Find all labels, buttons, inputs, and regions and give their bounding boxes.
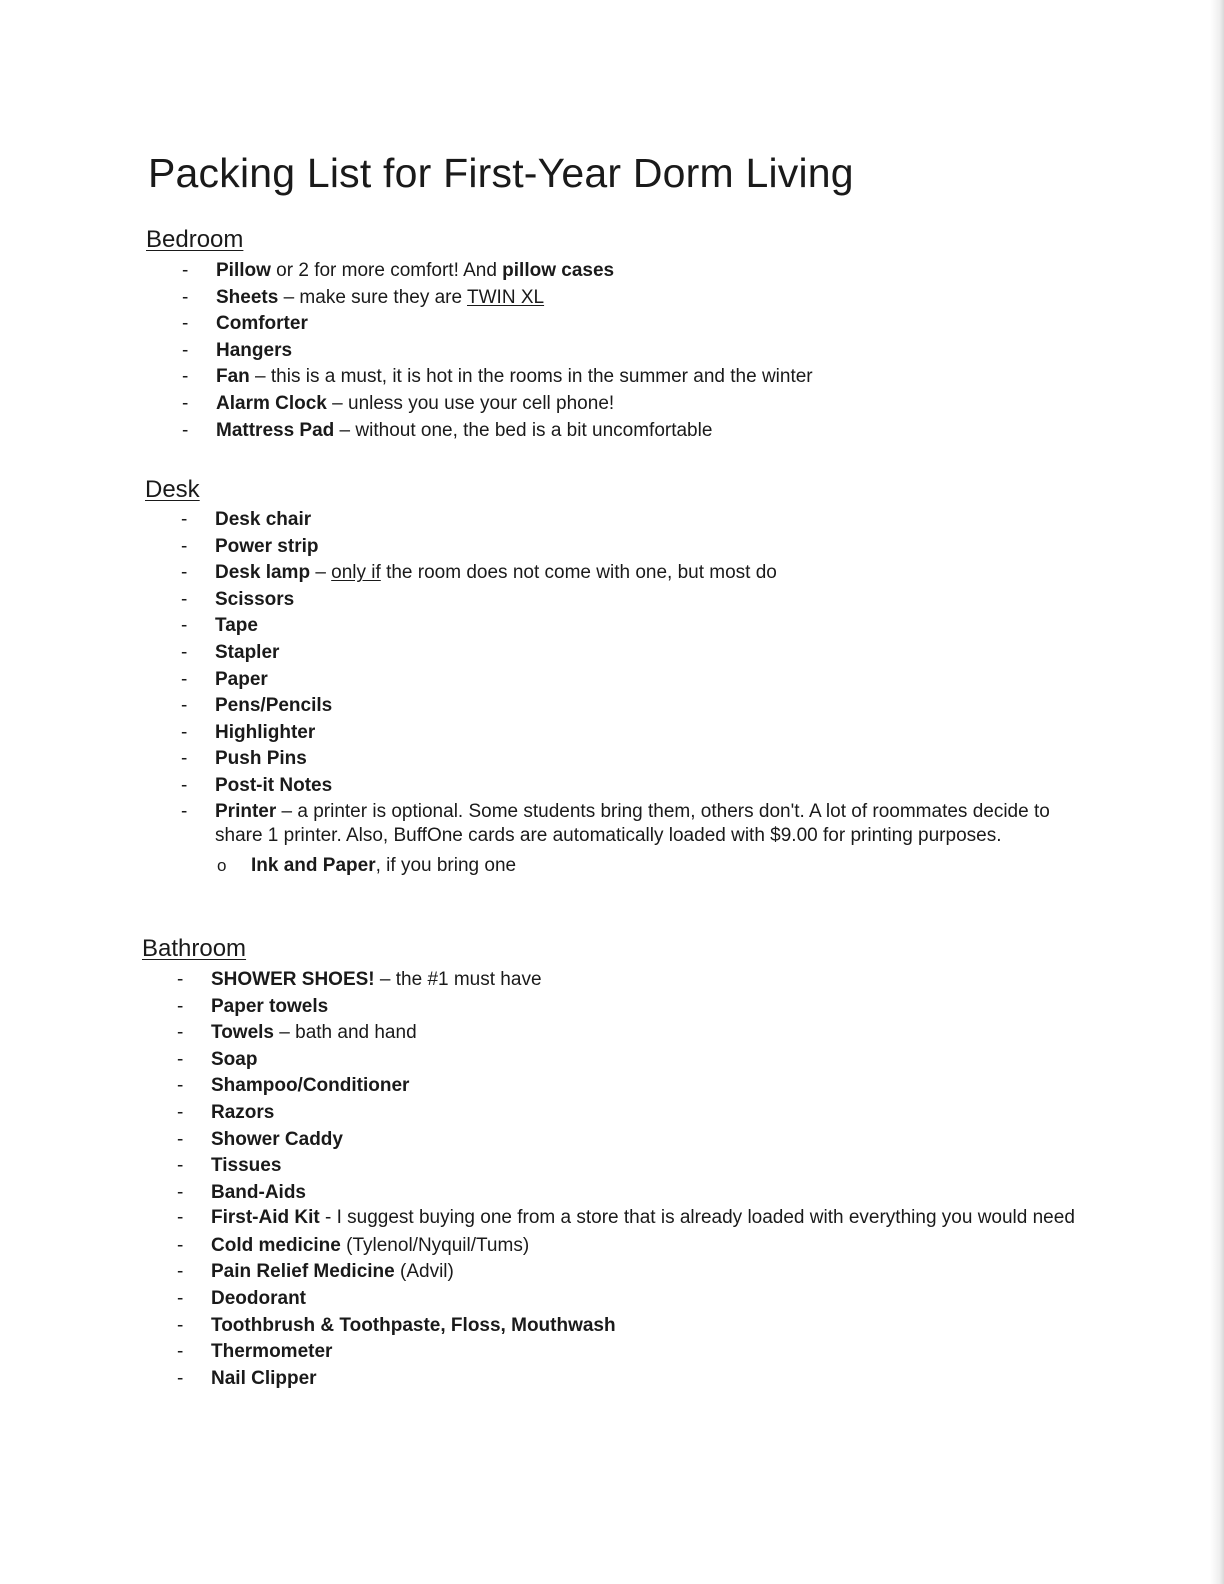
list-item [181, 746, 1051, 773]
item-name: Pens/Pencils [215, 695, 333, 717]
list-item [177, 1153, 1077, 1180]
dash-bullet: - [177, 1128, 184, 1150]
section-heading-bedroom: Bedroom [146, 226, 244, 253]
list-item [177, 1339, 1077, 1366]
item-note: or 2 for more comfort! And [270, 260, 503, 281]
item-name: Thermometer [211, 1341, 333, 1363]
item-name: Nail Clipper [211, 1367, 317, 1389]
item-name: Soap [211, 1048, 258, 1070]
dash-bullet: - [177, 1288, 184, 1310]
page-edge-shadow [1210, 0, 1224, 1584]
item-name: pillow cases [502, 260, 615, 281]
item-note: – the #1 must have [374, 969, 542, 990]
list-item [177, 1366, 1077, 1393]
item-name: Razors [211, 1101, 275, 1123]
sub-list-item [181, 853, 1051, 880]
item-note: (Advil) [394, 1261, 454, 1283]
dash-bullet: - [181, 721, 188, 743]
item-name: Pain Relief Medicine [211, 1261, 395, 1283]
dash-bullet: - [177, 1075, 184, 1097]
dash-bullet: - [177, 1048, 184, 1070]
list-item [177, 1206, 1077, 1233]
item-note: , if you bring one [375, 854, 517, 876]
item-name: SHOWER SHOES! [211, 969, 375, 990]
list-item [181, 613, 1051, 640]
list-item [181, 720, 1051, 747]
dash-bullet: - [181, 774, 188, 796]
dash-bullet: - [182, 313, 189, 335]
list-item [177, 1127, 1077, 1154]
list-item [177, 994, 1077, 1021]
item-name: Scissors [215, 588, 295, 610]
list-item [181, 667, 1051, 694]
item-emphasis: only if [331, 562, 381, 584]
list-item [182, 364, 1082, 391]
item-note: – without one, the bed is a bit uncomfortable [334, 419, 713, 441]
dash-bullet: - [177, 1341, 184, 1363]
item-name: Mattress Pad [216, 419, 335, 441]
list-item [182, 285, 1082, 312]
section-heading-bathroom: Bathroom [142, 935, 247, 962]
list-item [177, 1020, 1077, 1047]
item-name: Highlighter [215, 721, 316, 743]
item-note: – bath and hand [274, 1022, 417, 1044]
dash-bullet: - [177, 1367, 184, 1389]
dash-bullet: - [177, 1234, 184, 1256]
item-name: First-Aid Kit [211, 1207, 320, 1229]
dash-bullet: - [181, 509, 188, 530]
section-heading-desk: Desk [145, 476, 200, 503]
dash-bullet: - [181, 641, 188, 663]
dash-bullet: - [181, 588, 188, 610]
dash-bullet: - [177, 1314, 184, 1336]
item-emphasis: TWIN XL [467, 286, 545, 308]
item-note: – [310, 562, 332, 584]
desk-list [181, 507, 1051, 879]
item-name: Stapler [215, 641, 280, 663]
dash-bullet: - [177, 1101, 184, 1123]
list-item [177, 967, 1077, 994]
item-note: (Tylenol/Nyquil/Tums) [340, 1234, 530, 1256]
dash-bullet: - [181, 695, 188, 717]
item-name: Band-Aids [211, 1181, 306, 1203]
list-item [177, 1073, 1077, 1100]
list-item [177, 1180, 1077, 1207]
dash-bullet: - [177, 995, 184, 1017]
item-name: Shower Caddy [211, 1128, 343, 1150]
item-note: – a printer is optional. Some students bring them, others don't. A lot of roommates decide to share 1 printer. Also, BuffOne cards are automatically loaded with $9.00 for printing purposes. [215, 800, 1050, 847]
dash-bullet: - [177, 969, 184, 990]
item-name: Sheets [216, 286, 279, 308]
item-note: - I suggest buying one from a store that is already loaded with everything you would need [319, 1207, 1075, 1229]
dash-bullet: - [177, 1022, 184, 1044]
item-name: Towels [211, 1022, 274, 1044]
list-item [181, 800, 1051, 851]
list-item [182, 258, 1082, 285]
list-item [181, 773, 1051, 800]
item-note: the room does not come with one, but most do [380, 562, 777, 584]
item-note: – make sure they are [278, 286, 468, 308]
list-item [181, 693, 1051, 720]
item-name: Desk chair [215, 509, 312, 530]
item-name: Deodorant [211, 1288, 306, 1310]
item-name: Tape [215, 615, 258, 637]
bathroom-list [177, 967, 1077, 1392]
list-item [181, 587, 1051, 614]
dash-bullet: - [177, 1261, 184, 1283]
item-name: Paper towels [211, 995, 329, 1017]
list-item [182, 418, 1082, 445]
list-item [182, 391, 1082, 418]
dash-bullet: - [181, 615, 188, 637]
item-name: Comforter [216, 313, 308, 335]
list-item [181, 534, 1051, 561]
list-item [181, 507, 1051, 534]
dash-bullet: - [177, 1181, 184, 1203]
list-item [177, 1286, 1077, 1313]
item-name: Fan [216, 366, 250, 388]
dash-bullet: - [182, 286, 189, 308]
item-name: Pillow [216, 260, 271, 281]
dash-bullet: - [177, 1155, 184, 1177]
item-name: Push Pins [215, 748, 307, 770]
dash-bullet: - [181, 748, 188, 770]
list-item [181, 560, 1051, 587]
dash-bullet: - [182, 392, 189, 414]
list-item [177, 1313, 1077, 1340]
dash-bullet: - [181, 535, 188, 557]
dash-bullet: - [182, 260, 189, 281]
item-name: Alarm Clock [216, 392, 327, 414]
item-name: Shampoo/Conditioner [211, 1075, 410, 1097]
item-note: – this is a must, it is hot in the rooms in the summer and the winter [249, 366, 813, 388]
dash-bullet: - [181, 562, 188, 584]
item-note: – unless you use your cell phone! [326, 392, 615, 414]
item-name: Ink and Paper [251, 854, 376, 876]
item-name: Power strip [215, 535, 319, 557]
item-name: Toothbrush & Toothpaste, Floss, Mouthwash [211, 1314, 616, 1336]
item-name: Printer [215, 800, 277, 822]
list-item [181, 640, 1051, 667]
dash-bullet: - [182, 366, 189, 388]
dash-bullet: - [182, 419, 189, 441]
list-item [182, 311, 1082, 338]
item-name: Desk lamp [215, 562, 311, 584]
bedroom-list [182, 258, 1082, 444]
dash-bullet: - [181, 800, 188, 822]
dash-bullet: - [182, 339, 189, 361]
item-name: Hangers [216, 339, 293, 361]
page-title: Packing List for First-Year Dorm Living [148, 150, 854, 196]
list-item [182, 338, 1082, 365]
list-item [177, 1100, 1077, 1127]
list-item [177, 1259, 1077, 1286]
list-item [177, 1233, 1077, 1260]
item-name: Tissues [211, 1155, 282, 1177]
dash-bullet: - [181, 668, 188, 690]
item-name: Post-it Notes [215, 774, 333, 796]
dash-bullet: - [177, 1207, 184, 1229]
circle-bullet: o [217, 855, 227, 875]
list-item [177, 1047, 1077, 1074]
item-name: Cold medicine [211, 1234, 341, 1256]
item-name: Paper [215, 668, 268, 690]
